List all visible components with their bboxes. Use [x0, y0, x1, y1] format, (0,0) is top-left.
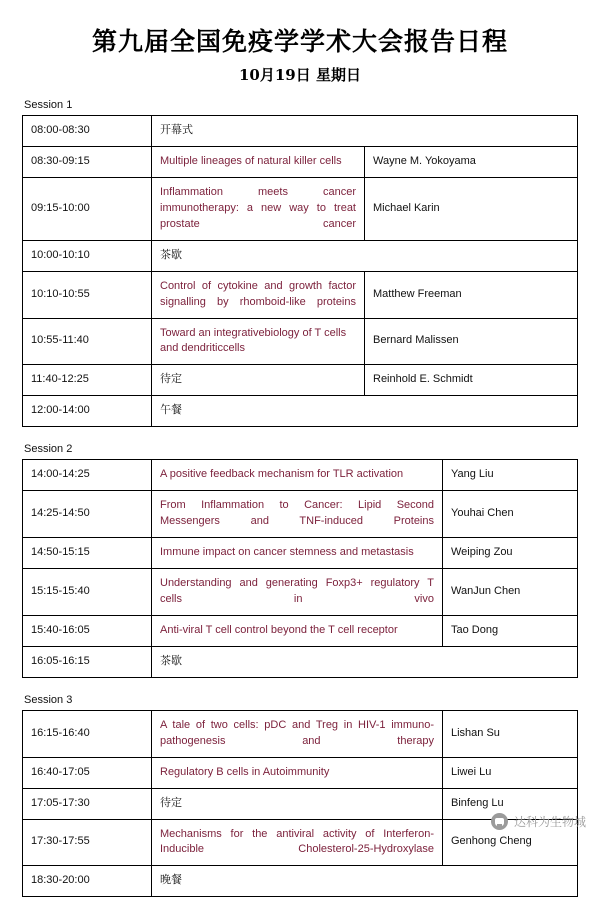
session-time: 15:40-16:05 [23, 615, 152, 646]
session-speaker: Matthew Freeman [365, 271, 578, 318]
page-title: 第九届全国免疫学学术大会报告日程 [91, 27, 508, 56]
watermark [491, 813, 586, 830]
table-row [23, 177, 578, 240]
session-speaker: Binfeng Lu [443, 788, 578, 819]
session-topic: Immune impact on cancer stemness and metastasis [152, 538, 443, 569]
session-speaker: Bernard Malissen [365, 318, 578, 365]
session-speaker: Genhong Cheng [443, 819, 578, 866]
session-topic: Regulatory B cells in Autoimmunity [152, 757, 443, 788]
table-row [23, 710, 578, 757]
session-time: 16:15-16:40 [23, 710, 152, 757]
session-table [22, 115, 578, 427]
session-topic: 晚餐 [152, 866, 578, 897]
session-time: 14:50-15:15 [23, 538, 152, 569]
session-topic: 茶歇 [152, 646, 578, 677]
table-row [23, 365, 578, 396]
session-topic: From Inflammation to Cancer: Lipid Second Messengers and TNF-induced Proteins [152, 491, 443, 538]
wechat-logo-icon [491, 813, 508, 830]
session-table [22, 710, 578, 897]
session-time: 17:30-17:55 [23, 819, 152, 866]
session-label: Session 1 [24, 99, 73, 111]
session-topic: A positive feedback mechanism for TLR activation [152, 460, 443, 491]
session-label: Session 3 [24, 693, 73, 706]
session-topic: Inflammation meets cancer immunotherapy: a new way to treat prostate cancer [152, 177, 365, 240]
table-row [23, 116, 578, 147]
session-speaker: Lishan Su [443, 710, 578, 757]
session-topic: 待定 [152, 365, 365, 396]
table-row [23, 318, 578, 365]
session-speaker: WanJun Chen [443, 569, 578, 616]
session-topic: 茶歇 [152, 240, 578, 271]
session-time: 09:15-10:00 [23, 177, 152, 240]
table-row [23, 757, 578, 788]
page-subtitle: 10月19日 星期日 [239, 66, 361, 84]
watermark-text: 达科为生物城 [513, 815, 586, 829]
session-table [22, 459, 578, 678]
session-speaker: Wayne M. Yokoyama [365, 146, 578, 177]
table-row [23, 615, 578, 646]
session-time: 10:55-11:40 [23, 318, 152, 365]
session-time: 10:10-10:55 [23, 271, 152, 318]
session-topic: Multiple lineages of natural killer cells [152, 146, 365, 177]
session-topic: 午餐 [152, 396, 578, 427]
session-time: 12:00-14:00 [23, 396, 152, 427]
session-topic: Mechanisms for the antiviral activity of Interferon-Inducible Cholesterol-25-Hydroxylase [152, 819, 443, 866]
table-row [23, 146, 578, 177]
table-row [23, 271, 578, 318]
session-speaker: Michael Karin [365, 177, 578, 240]
table-row [23, 240, 578, 271]
table-row [23, 646, 578, 677]
session-time: 08:30-09:15 [23, 146, 152, 177]
table-row [23, 460, 578, 491]
session-time: 11:40-12:25 [23, 365, 152, 396]
session-time: 16:40-17:05 [23, 757, 152, 788]
table-row [23, 491, 578, 538]
session-speaker: Youhai Chen [443, 491, 578, 538]
session-topic: A tale of two cells: pDC and Treg in HIV-1 immuno-pathogenesis and therapy [152, 710, 443, 757]
session-speaker: Tao Dong [443, 615, 578, 646]
table-row [23, 396, 578, 427]
session-speaker: Yang Liu [443, 460, 578, 491]
session-time: 08:00-08:30 [23, 116, 152, 147]
session-time: 18:30-20:00 [23, 866, 152, 897]
session-topic: Control of cytokine and growth factor signalling by rhomboid-like proteins [152, 271, 365, 318]
session-topic: 开幕式 [152, 116, 578, 147]
sessions-container [22, 99, 578, 897]
session-speaker: Reinhold E. Schmidt [365, 365, 578, 396]
table-row [23, 538, 578, 569]
session-time: 10:00-10:10 [23, 240, 152, 271]
session-topic: Toward an integrativebiology of T cells and dendriticcells [152, 318, 365, 365]
session-time: 14:25-14:50 [23, 491, 152, 538]
session-topic: Anti-viral T cell control beyond the T cell receptor [152, 615, 443, 646]
session-speaker: Weiping Zou [443, 538, 578, 569]
table-row [23, 569, 578, 616]
session-label: Session 2 [24, 443, 73, 456]
session-time: 16:05-16:15 [23, 646, 152, 677]
session-time: 17:05-17:30 [23, 788, 152, 819]
session-topic: Understanding and generating Foxp3+ regulatory T cells in vivo [152, 569, 443, 616]
session-time: 15:15-15:40 [23, 569, 152, 616]
session-time: 14:00-14:25 [23, 460, 152, 491]
session-speaker: Liwei Lu [443, 757, 578, 788]
table-row [23, 866, 578, 897]
session-topic: 待定 [152, 788, 443, 819]
